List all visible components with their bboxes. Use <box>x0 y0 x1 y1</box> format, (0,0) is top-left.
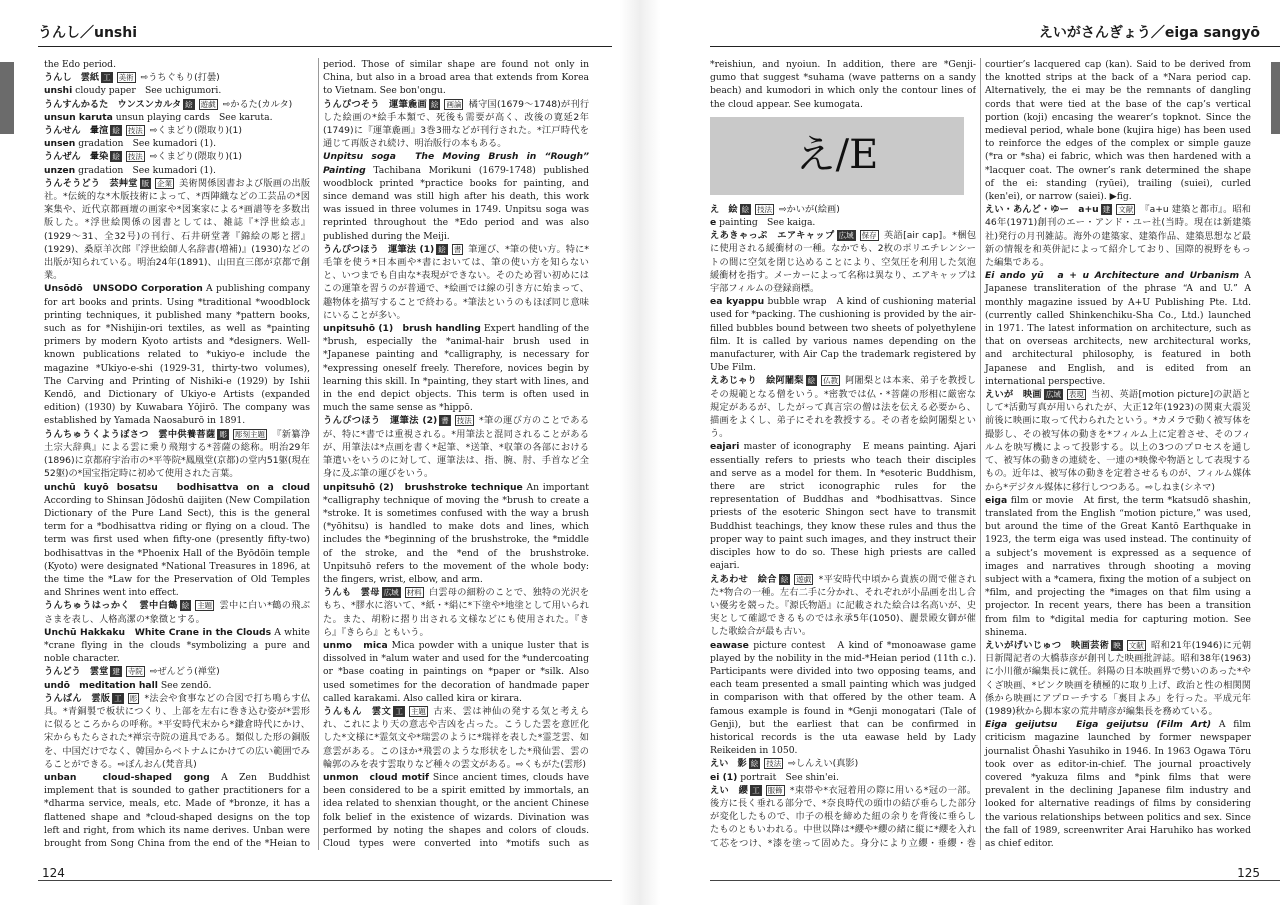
left-page <box>0 0 620 905</box>
column-2 <box>318 58 589 850</box>
entry-text: 英語[air cap]。*梱包に使用される緩衝材の一種。なかでも、2枚のポリエチレンシートの間に空気を閉じ込めることにより、空気圧を利用した気泡緩衝材を指す。メーカーによって名称は異なり、エアキャップは宇部フィルムの登録商標。 <box>710 230 976 295</box>
dictionary-entry <box>323 150 589 242</box>
dictionary-entry <box>710 374 976 440</box>
entry-headword: うんどう 雲堂 <box>44 666 109 678</box>
entry-headword: えい 纓 <box>710 784 749 796</box>
entry-headword: Unsōdō UNSODO Corporation <box>44 283 203 295</box>
entry-headword: えあじゃり 絵阿闍梨 <box>710 375 804 387</box>
entry-headword: うんちゅうくようぼさつ 雲中供養菩薩 <box>44 428 216 440</box>
category-tag: 彫 <box>219 429 227 439</box>
category-tag: 保存 <box>861 231 877 241</box>
dictionary-entry <box>323 481 589 587</box>
entry-text: ⇨かるた(カルタ) <box>222 98 293 110</box>
category-tag: 遊戯 <box>796 574 812 584</box>
entry-headword: undō meditation hall <box>44 679 158 691</box>
entry-headword: うんぴつほう 運筆法 (1) <box>323 243 435 255</box>
dictionary-entry <box>44 111 310 124</box>
entry-headword: うんぜん 暈染 <box>44 151 109 163</box>
entry-text: Since ancient times, clouds have been considered to be a spirit emitted by immortals, an idea related to shenxian thought, or the ancient Chinese folk belief in the existence of wizards. Divination was performed by noting the shapes and colors of clouds. Cloud types were converted into *motifs such as <box>323 771 589 849</box>
dictionary-entry <box>44 679 310 692</box>
entry-text: portrait See shin'ei. <box>740 771 839 783</box>
footer-rule <box>38 880 612 881</box>
entry-text: *reishiun, and nyoiun. In addition, there are *Genji-gumo that suggest *suhama (wave patterns on a sandy beach) and kumodori in which only the contour lines of the cloud appear. See kumogata. <box>710 59 976 110</box>
entry-text: ⇨うちぐもり(打曇) <box>140 72 220 84</box>
dictionary-entry <box>44 428 310 481</box>
entry-headword: うんそうどう 芸艸堂 <box>44 177 138 189</box>
entry-text: An important *calligraphy technique of moving the *brush to create a *stroke. It is sometimes confused with the way a brush (*yōhitsu) is handled to make dots and lines, which includes the *beginning of the brushstroke, the *middle of the stroke, and the *end of the brushstroke. Unpitsuhō refers to the movement of the whole body: the fingers, wrist, elbow, and arm. <box>323 481 589 585</box>
category-tag: 建 <box>112 667 120 677</box>
entry-text: A film criticism magazine launched by former newspaper journalist Ōhashi Yasuhiko in 1946. In 1963 Ogawa Tōru took over as editor-in-chief. The journal proactively covered *yakuza films and *pink films that were prevalent in the declining Japanese film industry and looked for alternative readings of films by considering the various relationships between politics and sex. Since the fall of 1989, screenwriter Arai Haruhiko has worked as chief editor. <box>985 719 1251 849</box>
category-tag: 書 <box>441 416 449 426</box>
category-tag: 建 <box>1102 205 1111 215</box>
running-head: えいがさんぎょう／eiga sangyō <box>1038 25 1260 41</box>
entry-text: 当初、英語[motion picture]の訳語として*活動写真が用いられたが、大正12年(1923)の関東大震災前後に映画に取って代わられたという。*カメラで動く被写体を撮影し、その被写体の動きを*フィルム上に定着させ、そのフィルムを映写機によって投影する。以上の3つのプロセスを通して、被写体の動きの連続を、一連の*映像や物語として表現するもの。近年は、被写体の動きを定着させるものが、フィルム媒体から*デジタル媒体に移行しつつある。⇨しねま(シネマ) <box>985 389 1251 493</box>
dictionary-entry <box>710 771 976 784</box>
entry-text: A white *crane flying in the clouds *symbolizing a pure and noble character. <box>44 626 310 665</box>
entry-text: *平安時代中頃から貴族の間で催された*物合の一種。左右二手に分かれ、それぞれが小品画を出し合い優劣を競った。『源氏物語』に記載された絵合は名高いが、史実として確認できるものでは永承5年(1050)、麗景殿女御が催した歌絵合が最も古い。 <box>710 573 976 638</box>
page-number: 124 <box>42 866 65 880</box>
entry-headword: Eiga geijutsu Eiga geijutsu (Film Art) <box>985 719 1212 731</box>
dictionary-entry <box>44 124 310 137</box>
entry-headword: e <box>710 217 717 229</box>
thumb-index-tab <box>0 62 14 134</box>
entry-headword: unpitsuhō (1) brush handling <box>323 323 481 335</box>
entry-text: ⇨ぜんどう(禅堂) <box>149 666 220 678</box>
entry-headword: うんすんかるた ウンスンカルタ <box>44 98 182 110</box>
dictionary-entry <box>985 639 1251 718</box>
entry-text: bubble wrap A kind of cushioning material used for *packing. The cushioning is provided by the air-filled bubbles bound between two sheets of polyethylene film. It is called by various names depending on the manufacturer, with Air Cap the trademark registered by Ube Film. <box>710 296 976 374</box>
entry-headword: うんぴつそう 運筆麁画 <box>323 98 427 110</box>
dictionary-entry <box>44 626 310 666</box>
section-letter: え/E <box>795 132 879 179</box>
entry-text: 橘守国(1679〜1748)が刊行した絵画の*絵手本類で、死後も需要が高く、改後の寛延2年(1749)に『運筆麁画』3巻3冊などが刊行された。*江戸時代を通じて再版され続け、明治版行の本もある。 <box>323 98 589 150</box>
dictionary-entry <box>323 771 589 850</box>
header-rule <box>710 46 1280 47</box>
entry-text: Expert handling of the *brush, especially the *animal-hair brush used in *Japanese painting and *calligraphy, is necessary for *expressing oneself freely. Therefore, novices begin by learning this skill. In *painting, they start with lines, and in the end depict objects. This term is often used in much the same sense as *hippō. <box>323 323 589 414</box>
entry-headword: unmon cloud motif <box>323 771 430 783</box>
dictionary-entry <box>710 639 976 758</box>
entry-headword: eajari <box>710 441 740 453</box>
dictionary-entry <box>710 440 976 572</box>
entry-headword: えいがげいじゅつ 映画芸術 <box>985 639 1110 651</box>
entry-headword: unchū kuyō bosatsu bodhisattva on a cloud <box>44 481 310 493</box>
dictionary-entry <box>44 771 310 850</box>
category-tag: 絵 <box>185 99 193 109</box>
entry-headword: うんし 雲紙 <box>44 72 100 84</box>
entry-headword: うんぴつほう 運筆法 (2) <box>323 415 438 427</box>
entry-text: 古来、雲は神仙の発する気と考えられ、これにより天の意志や吉凶を占った。こうした雲を意匠化した*文様に*霊気文や*瑞雲のように*瑞祥を表した*霊芝雲、如意雲がある。このほか*飛雲のような形状をした*飛仙雲、雲の輪郭のみを表す雲取りなど種々の雲文がある。⇨くもがた(雲形) <box>323 705 589 770</box>
entry-headword: ei (1) <box>710 771 738 783</box>
entry-headword: unpitsuhō (2) brushstroke technique <box>323 481 523 493</box>
entry-text: *法会や食事などの合図で打ち鳴らす仏具。*青銅製で板状につくり、上部を左右に巻き込む姿が*雲形に似るところからの呼称。*平安時代末から*鎌倉時代にかけ、宋からもたらされた*禅宗寺院の道具である。類似した形の銅版を、中国だけでなく、韓国からベトナムにかけての広い範囲でみることができる。⇨ぼんおん(梵音具) <box>44 692 310 770</box>
entry-text: 筆運び、*筆の使い方。特に*毛筆を使う*日本画や*書においては、筆の使い方を知らないと、いつまでも自由な*表現ができない。そのため習い初めにはこの運筆を習うのが普通で、*絵画では線の引き方に始まって、趣物体を描写することで終わる。*筆法というのもほぼ同じ意味にいることが多い。 <box>323 243 589 321</box>
entries-post <box>710 203 976 850</box>
category-tag: 工 <box>752 785 760 795</box>
entry-headword: えあわせ 絵合 <box>710 573 777 585</box>
entry-headword: ea kyappu <box>710 296 765 308</box>
entry-text: 美術関係図書および版画の出版社。*伝統的な*木版技術によって、*西陣織などの工芸品の*図案集や、近代京都画壇の画家や*図案家による*画譜等を多数出版した。*浮世絵関係の図書としては、雑誌『*浮世絵志』(1929〜31、全32号)の刊行、石井研堂著『錦絵の彫と摺』(1929)、桑原羊次郎『浮世絵師人名辞書(増補)』(1930)などの出版が知られている。明治24年(1891)、山田直三郎が京都で創業。 <box>44 177 310 282</box>
entry-text: See zendō. <box>160 679 212 691</box>
dictionary-entry <box>44 98 310 111</box>
dictionary-entry <box>44 692 310 771</box>
category-tag: 彫 <box>129 693 138 703</box>
entry-text: painting See kaiga. <box>719 217 816 229</box>
entry-headword: unzen <box>44 164 76 176</box>
book-gutter <box>620 0 660 905</box>
category-tag: 技法 <box>127 152 143 162</box>
category-tag: 仏教 <box>823 376 839 386</box>
entry-text: ⇨くまどり(隈取り)(1) <box>149 151 242 163</box>
category-tag: 技法 <box>456 416 472 426</box>
entry-text: ⇨かいが(絵画) <box>778 203 840 215</box>
entries-pre <box>710 58 976 111</box>
dictionary-entry <box>44 137 310 150</box>
entry-text: ⇨くまどり(隈取り)(1) <box>149 125 242 137</box>
entry-text: According to Shinsan Jōdoshū daijiten (New Compilation Dictionary of the Pure Land Sect), this is the general term for a *bodhisattva riding or flying on a cloud. The term was first used when fifty-one (presently fifty-two) bodhisattvas in the *Phoenix Hall of the Byōdōin temple (Kyoto) were designated *National Treasures in 1896, at the time the *Law for the Preservation of Old Temples and Shrines went into effect. <box>44 494 310 599</box>
entry-text: 阿闍梨とは本来、弟子を教授しその規範となる僧をいう。*密教では仏・*菩薩の形相に厳密な規定があるが、したがって真言宗の僧は法を伝える必要から、描画をよくし、弟子にそれを教授する。その者を絵阿闍梨という。 <box>710 375 976 440</box>
category-tag: 映 <box>1113 640 1121 650</box>
entry-headword: unsun karuta <box>44 111 113 123</box>
entry-text: master of iconography E means painting. Ajari essentially refers to priests who teach their disciples and serve as a model for them. In *esoteric Buddhism, there are strict iconographic rules for the representation of Buddhas and *bodhisattvas. Since priests of the esoteric Shingon sect have to transmit Buddhist teachings, they know these rules and thus the proper way to paint such images, and they instruct their disciples how to do so. These high priests are called eajari. <box>710 441 976 572</box>
dictionary-entry <box>985 203 1251 269</box>
category-tag: 絵 <box>112 126 120 136</box>
dictionary-entry <box>323 58 589 98</box>
entry-text: gradation See kumadori (1). <box>78 164 216 176</box>
entry-headword: unmo mica <box>323 639 388 651</box>
dictionary-entry <box>44 665 310 678</box>
entry-headword: えい・あんど・ゆー a+u <box>985 204 1099 216</box>
category-tag: 工 <box>395 706 403 716</box>
dictionary-entry <box>323 98 589 151</box>
category-tag: 絵 <box>780 574 789 584</box>
dictionary-entry <box>710 757 976 770</box>
category-tag: 広域 <box>838 231 854 241</box>
entry-headword: うんも 雲母 <box>323 587 380 599</box>
dictionary-entry <box>44 58 310 71</box>
column-1 <box>710 58 976 850</box>
dictionary-entry <box>44 177 310 283</box>
entry-headword: Unpitsu soga The Moving Brush in “Rough” Painting <box>323 151 589 176</box>
thumb-index-tab <box>1271 62 1280 134</box>
entry-text: A publishing company for art books and prints. Using *traditional *woodblock printing techniques, it published many *pattern books, such as for *Nishijin-ori textiles, as well as *painting primers by modern Kyoto artists and *designers. Well-known publications related to *ukiyo-e include the magazine *Ukiyo-e-shi (1929-31, thirty-two volumes), The Carving and Printing of Nishiki-e (1929) by Ishii Kendō, and Dictionary of Ukiyo-e Artists (expanded edition) (1930) by Kuwabara Yōjirō. The company was established by Yamada Naosaburō in 1891. <box>44 283 310 427</box>
entry-text: unsun playing cards See karuta. <box>115 111 273 123</box>
entry-headword: え 絵 <box>710 203 738 215</box>
dictionary-entry <box>710 784 976 850</box>
dictionary-entry <box>710 216 976 229</box>
entry-headword: unban cloud-shaped gong <box>44 771 210 783</box>
entry-text: gradation See kumadori (1). <box>78 138 216 150</box>
category-tag: 遊戯 <box>200 99 216 109</box>
entry-headword: eiga <box>985 494 1008 506</box>
entry-headword: Unchū Hakkaku White Crane in the Clouds <box>44 626 272 638</box>
category-tag: 絵 <box>430 99 439 109</box>
category-tag: 絵 <box>112 152 120 162</box>
category-tag: 絵 <box>438 244 446 254</box>
entry-headword: うんせん 暈渲 <box>44 125 109 137</box>
category-tag: 文献 <box>1128 640 1144 650</box>
column-2 <box>980 58 1251 850</box>
dictionary-entry <box>44 71 310 84</box>
dictionary-entry <box>985 388 1251 494</box>
entry-headword: えあきゃっぷ エアキャップ <box>710 230 835 242</box>
category-tag: 寺院 <box>127 667 143 677</box>
category-tag: 表現 <box>1068 390 1084 400</box>
dictionary-entry <box>323 243 589 322</box>
right-page <box>660 0 1280 905</box>
entry-headword: うんちゅうはっかく 雲中白鶴 <box>44 600 178 612</box>
category-tag: 彫刻主題 <box>234 429 265 439</box>
category-tag: 版 <box>141 178 150 188</box>
column-1 <box>44 58 310 850</box>
dictionary-entry <box>710 58 976 111</box>
section-banner <box>710 117 964 195</box>
entry-headword: unshi <box>44 85 73 97</box>
category-tag: 広域 <box>383 588 399 598</box>
entry-text: courtier’s lacquered cap (kan). Said to be derived from the knotted strips at the back of a *Nara period cap. Alternatively, the ei may be the remnants of dangling cords that were tied at the base of the cap’s vertical portion (koji) encasing the wearer’s topknot. Since the medieval period, whale bone (kujira hige) has been used to reinforce the edges of the complex or simple gauze (*ra or *sha) ei fabric, which was then hardened with a *lacquer coat. The owner’s rank determined the shape of the ei: standing (ryūei), trailing (suiei), curled (ken'ei), or narrow (saiei). ▶fig. <box>985 59 1251 203</box>
entry-headword: unsen <box>44 138 76 150</box>
dictionary-entry <box>44 84 310 97</box>
entry-headword: えいが 映画 <box>985 389 1042 401</box>
entry-headword: えい 影 <box>710 758 747 770</box>
dictionary-entry <box>323 639 589 705</box>
category-tag: 美術 <box>118 73 134 83</box>
category-tag: 服飾 <box>767 785 783 795</box>
entry-text: A Japanese transliteration of the phrase “A and U.” A monthly magazine issued by A+U Publishing Pte. Ltd. (currently called Shinkenchiku-Sha Co., Ltd.) launched in 1971. The latest information on architecture, such as that on overseas architects, new architectural works, and architectural philosophy, is featured in both Japanese and English, and is edited from an international perspective. <box>985 270 1251 387</box>
category-tag: 材料 <box>406 588 422 598</box>
entry-text: 白雲母の細粉のことで、独特の光沢をもち、*膠水に溶いて、*紙・*絹に*下塗や*地塗として用いられた。また、胡粉に摺り出される文様などにも使用された。『きら』『きらら』ともいう。 <box>323 587 589 638</box>
category-tag: 工 <box>114 693 122 703</box>
footer-rule <box>710 880 1280 881</box>
entry-text: ⇨しんえい(真影) <box>788 758 859 770</box>
category-tag: 文献 <box>1118 205 1134 215</box>
dictionary-entry <box>710 229 976 295</box>
category-tag: 絵 <box>750 759 759 769</box>
entry-text: Mica powder with a unique luster that is dissolved in *alum water and used for the *undercoating or *base coating in paintings on *paper or *silk. Also used sometimes for the decoration of handmade paper called karakami. Also called kira or kirara. <box>323 639 589 704</box>
category-tag: 企業 <box>157 178 173 188</box>
category-tag: 画論 <box>446 99 462 109</box>
entry-headword: うんもん 雲文 <box>323 705 392 717</box>
dictionary-entry <box>710 573 976 639</box>
category-tag: 書 <box>453 244 462 254</box>
entry-text: *束帯や*衣冠着用の際に用いる*冠の一部。後方に長く垂れる部分で、*奈良時代の頭巾の結び垂らした部分が変化したもので、巾子の根を締めた紐の余りを背後に垂らしたものともいわれる。中世以降は*纓や*纓の緒に縦に*纓を入れて芯をつけ、*漆を塗って固めた。身分により立纓・垂纓・巻 <box>710 784 976 849</box>
category-tag: 主題 <box>410 706 426 716</box>
dictionary-entry <box>323 586 589 639</box>
category-tag: 主題 <box>197 601 213 611</box>
category-tag: 絵 <box>181 601 190 611</box>
entry-text: *筆の運び方のことであるが、特に*書では重視される。*用筆法と混同されることがあるが、用筆法は*点画を書く*起筆、*送筆、*収筆の各部における筆遣いをいうのに対して、運筆法は、指、腕、肘、手首など全身に及ぶ筆の運びをいう。 <box>323 415 589 480</box>
entry-text: 昭和21年(1946)に元朝日新聞記者の大橋恭彦が創刊した映画批評誌。昭和38年(1963)に小川徹が編集長に就任。斜陽の日本映画界で勢いのあった*やくざ映画、*ピンク映画を積極的に取り上げ、政治と性の相関関係から映画にアプローチする「裏目よみ」を行った。平成元年(1989)秋から脚本家の荒井晴彦が編集長を務めている。 <box>985 639 1251 717</box>
entry-headword: うんばん 雲版 <box>44 692 111 704</box>
header-rule <box>38 46 612 47</box>
dictionary-entry <box>985 269 1251 388</box>
dictionary-entry <box>323 414 589 480</box>
entry-text: picture contest A kind of *monoawase game played by the nobility in the mid-*Heian period (11th c.). Participants were divided into two opposing teams, and each team presented a small painting which was judged in comparison with that offered by the other team. A famous example is found in *Genji monogatari (Tale of Genji), but the earliest that can be confirmed in historical records is the uta eawase held by Lady Reikeiden in 1050. <box>710 639 976 757</box>
dictionary-entry <box>985 58 1251 203</box>
entry-text: the Edo period. <box>44 59 116 70</box>
category-tag: 広域 <box>1045 390 1061 400</box>
dictionary-entry <box>44 150 310 163</box>
dictionary-entry <box>323 705 589 771</box>
dictionary-entry <box>710 295 976 374</box>
entry-headword: eawase <box>710 639 749 651</box>
dictionary-entry <box>710 203 976 216</box>
dictionary-entry <box>44 282 310 427</box>
entry-text: cloudy paper See uchigumori. <box>75 85 222 97</box>
dictionary-entry <box>44 481 310 600</box>
entry-text: 『新纂浄土宗大辞典』による雲に乗り飛翔する*菩薩の総称。明治29年(1896)に京都府宇治市の*平等院*鳳凰堂(京都)の堂内51躯(現在52躯)の*国宝指定時に初めて使用された言葉。 <box>44 428 310 480</box>
dictionary-entry <box>985 494 1251 639</box>
dictionary-entry <box>323 322 589 414</box>
category-tag: 技法 <box>127 126 143 136</box>
dictionary-entry <box>44 599 310 625</box>
category-tag: 絵 <box>741 204 750 214</box>
page-number: 125 <box>1237 866 1260 880</box>
category-tag: 技法 <box>757 204 773 214</box>
category-tag: 工 <box>103 73 111 83</box>
entry-text: film or movie At first, the term *katsudō shashin, translated from the English “motion picture,” was used, but around the time of the Great Kantō Earthquake in 1923, the term eiga was used instead. The continuity of a subject’s movement is expressed as a sequence of images and narratives through shooting a moving subject with a *camera, fixing the motion of a subject on *film, and projecting the *images on that film using a projector. In recent years, there has been a transition from film to *digital media for capturing motion. See shinema. <box>985 494 1251 638</box>
category-tag: 技法 <box>766 759 782 769</box>
entry-text: 雲中に白い*鶴の飛ぶさまを表し、人格高潔の*象徴とする。 <box>44 600 310 625</box>
dictionary-entry <box>985 718 1251 850</box>
entry-headword: Ei ando yū a + u Architecture and Urbanism <box>985 270 1240 282</box>
entry-text: Tachibana Morikuni (1679-1748) published woodblock printed *practice books for painting, and since demand was still high after his death, this work was issued in three volumes in 1749. Unpitsu soga was reprinted throughout the *Edo period and was also published during the Meiji. <box>323 164 589 242</box>
entry-text: period. Those of similar shape are found not only in China, but also in a broad area that extends from Korea to Vietnam. See bon'ongu. <box>323 59 589 97</box>
entry-text: 『a+u 建築と都市』。昭和46年(1971)創刊のエー・アンド・ユー社(当時。現在は新建築社)発行の月刊雑誌。海外の建築家、建築作品、建築思想など最新の情報を和英併記によって紹介しており、国際的視野をもった編集である。 <box>985 204 1251 269</box>
category-tag: 絵 <box>807 376 816 386</box>
dictionary-entry <box>44 164 310 177</box>
running-head: うんし／unshi <box>38 25 138 41</box>
entry-text: A Zen Buddhist implement that is sounded to gather practitioners for a *dharma service, meals, etc. Made of *bronze, it has a flattened shape and *cloud-shaped designs on the top left and right, from which its name derives. Unban were brought from Song China from the end of the *Heian to <box>44 771 310 849</box>
